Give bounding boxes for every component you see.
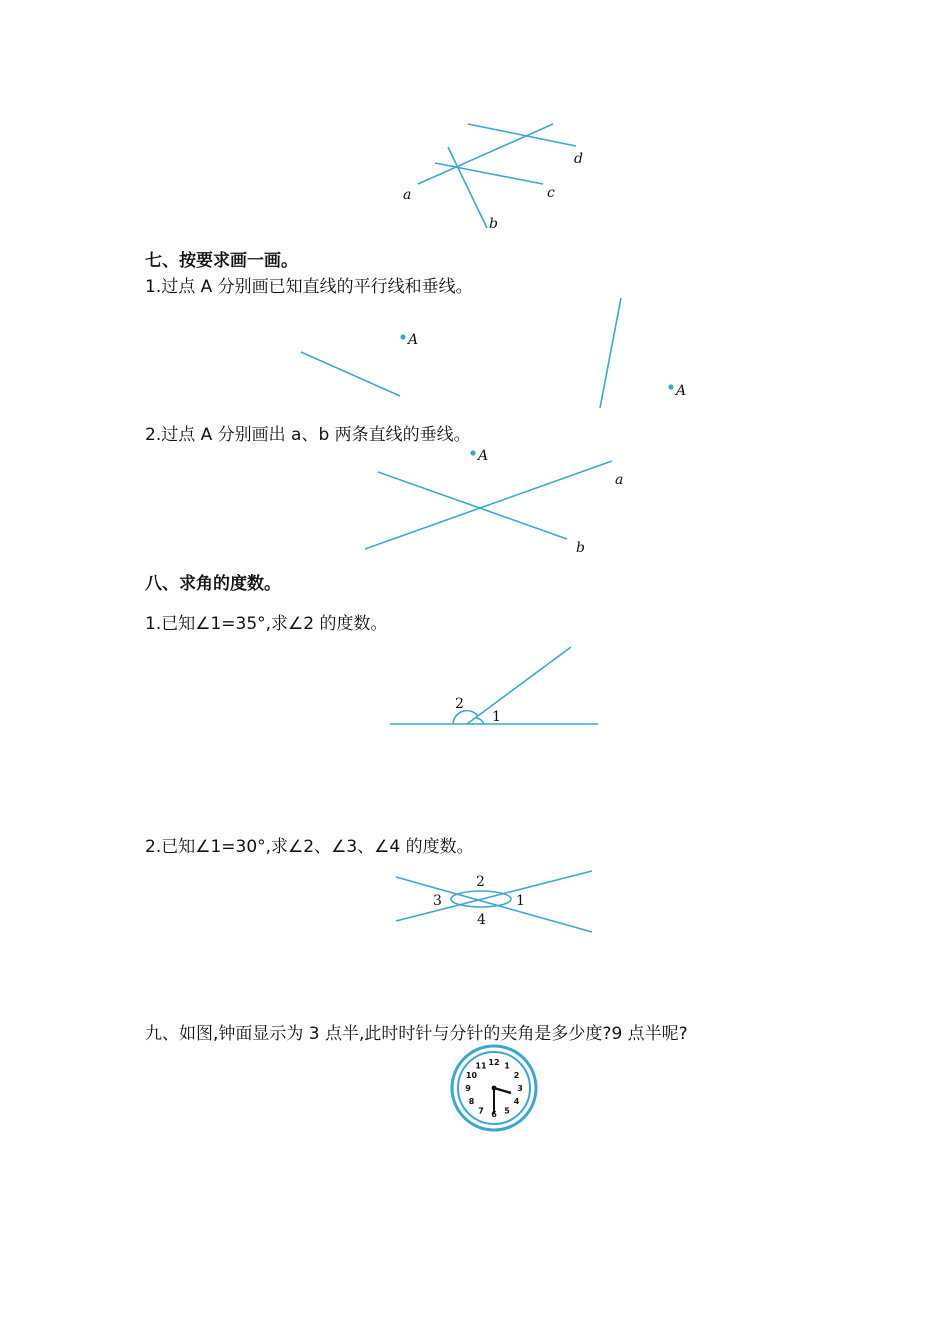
label-d: d: [574, 151, 583, 167]
section9-title: 九、如图,钟面显示为 3 点半,此时时针与分针的夹角是多少度?9 点半呢?: [145, 1024, 688, 1044]
clock-number: 3: [517, 1084, 523, 1093]
clock-number: 6: [491, 1110, 497, 1119]
section8-q2: 2.已知∠1=30°,求∠2、∠3、∠4 的度数。: [145, 837, 474, 857]
clock-number: 11: [475, 1061, 487, 1071]
label-a: a: [403, 187, 412, 203]
section7-q2: 2.过点 A 分别画出 a、b 两条直线的垂线。: [145, 425, 471, 445]
clock-number: 12: [488, 1058, 500, 1067]
clock-number: 10: [465, 1071, 478, 1080]
angle-label-2: 2: [476, 874, 485, 890]
clock-number: 7: [478, 1106, 484, 1116]
angle-label-1: 1: [492, 709, 501, 725]
section8-q1: 1.已知∠1=35°,求∠2 的度数。: [145, 614, 388, 634]
clock-number: 4: [513, 1097, 520, 1106]
clock-center: [492, 1086, 497, 1091]
clock-number: 8: [468, 1097, 475, 1106]
label-b-q2: b: [576, 540, 585, 556]
point-a-label-left: A: [408, 332, 419, 348]
section7-q1: 1.过点 A 分别画已知直线的平行线和垂线。: [145, 277, 473, 297]
label-b: b: [489, 216, 498, 232]
section8-title: 八、求角的度数。: [145, 574, 281, 594]
label-a-q2: a: [615, 472, 624, 488]
angle-label-3: 3: [433, 893, 442, 909]
point-a-label-right: A: [676, 383, 687, 399]
clock-number: 9: [465, 1084, 471, 1093]
clock-number: 2: [513, 1071, 520, 1080]
point-a-label-q2: A: [478, 448, 489, 464]
angle-label-4: 4: [477, 912, 486, 928]
clock-number: 5: [504, 1106, 510, 1116]
section7-title: 七、按要求画一画。: [145, 251, 298, 271]
angle-label-2: 2: [455, 696, 464, 712]
angle-label-1: 1: [516, 893, 525, 909]
clock-number: 1: [504, 1061, 510, 1071]
label-c: c: [547, 185, 555, 201]
